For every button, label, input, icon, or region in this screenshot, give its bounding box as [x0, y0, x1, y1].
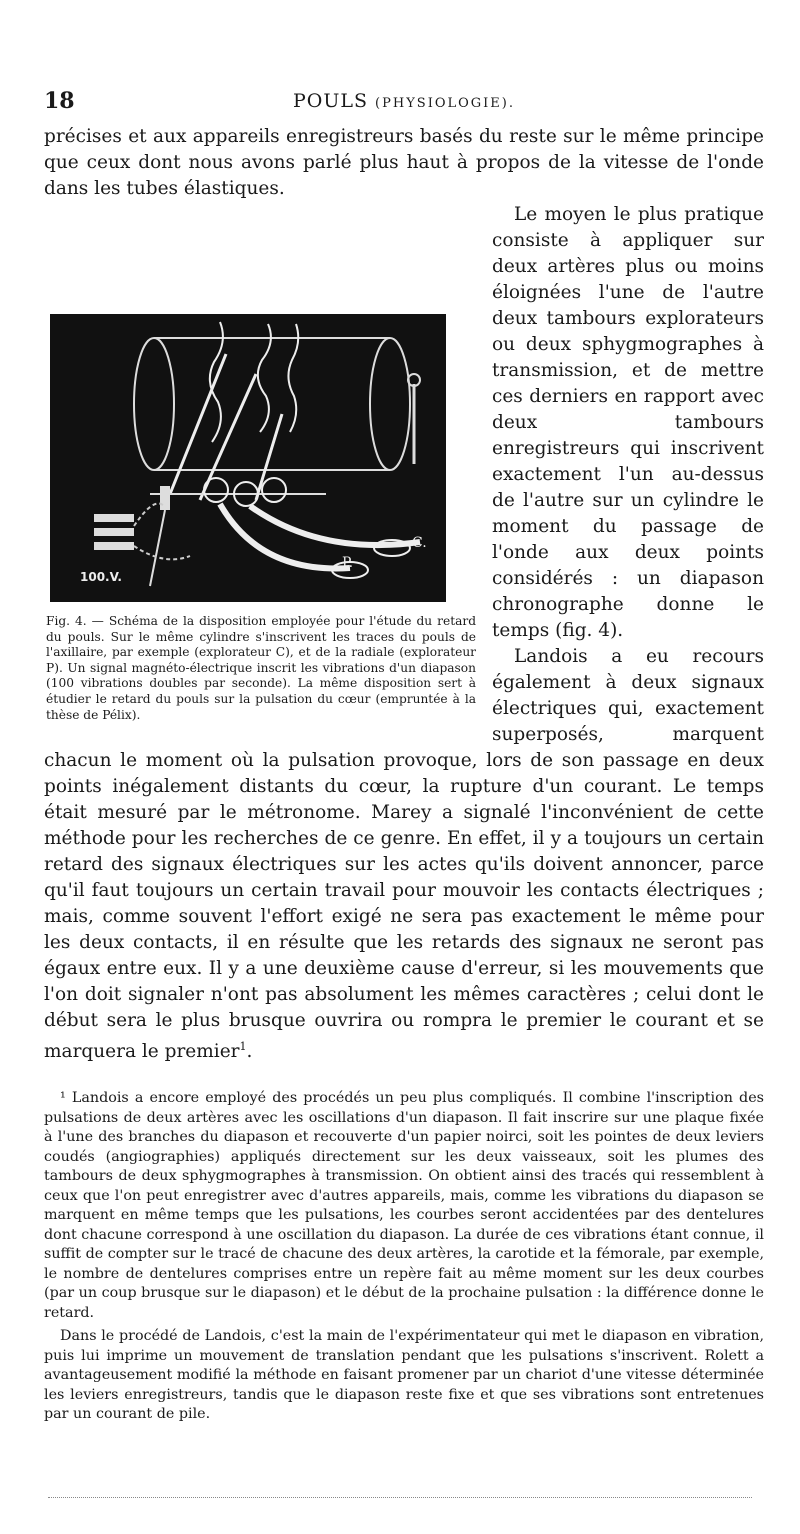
footnotes: [44, 1089, 764, 1425]
footnote-1: ¹ Landois a encore employé des procédés un peu plus compliqués. Il combine l'inscription des pulsations de deux artères avec les oscillations d'un diapason. Il fait inscrire sur une plaque fixée à l'une des branches du diapason et recouverte d'un papier noirci, soit les pointes de deux leviers coudés (angiographies) appliqués directement sur les deux vaisseaux, soit les plumes des tambours de deux sphygmographes à transmission. On obtient ainsi des tracés qui ressemblent à ceux que l'on peut enregistrer avec d'autres appareils, mais, comme les vibrations du diapason se marquent en même temps que les pulsations, les courbes seront accidentées par des dentelures dont chacune correspond à une oscillation du diapason. La durée de ces vibrations étant connue, il suffit de compter sur le tracé de chacune des deux artères, la carotide et la fémorale, par exemple, le nombre de dentelures comprises entre un repère fait au même moment sur les deux courbes (par un coup brusque sur le diapason) et le début de la prochaine pulsation : la différence donne le retard.: [44, 1090, 764, 1321]
apparatus-drawing: [50, 314, 446, 602]
voltage-label: 100.V.: [80, 570, 122, 584]
paragraph-1: précises et aux appareils enregistreurs basés du reste sur le même principe que ceux dont nous avons parlé plus haut à propos de la vitesse de l'onde dans les tubes élastiques.: [44, 126, 764, 199]
footnote-ref: 1: [239, 1040, 247, 1053]
bottom-rule: [48, 1497, 752, 1498]
paragraph-3: Landois a eu recours également à deux signaux électriques qui, exactement superposés, marquent chacun le moment où la pulsation provoque, lors de son passage en deux points inégalement distants du cœur, la rupture d'un courant. Le temps était mesuré par le métronome. Marey a signalé l'inconvénient de cette méthode pour les recherches de ce genre. En effet, il y a toujours un certain retard des signaux électriques sur les actes qu'ils doivent annoncer, parce qu'il faut toujours un certain travail pour mouvoir les contacts électriques ; mais, comme souvent l'effort exigé ne sera pas exactement le même pour les deux contacts, il en résulte que les retards des signaux ne seront pas égaux entre eux. Il y a une deuxième cause d'erreur, si les mouvements que l'on doit signaler n'ont pas absolument les mêmes caractères ; celui dont le début sera le plus brusque ouvrira ou rompra le premier le courant et se marquera le premier$^1$.: [44, 646, 764, 1063]
page: [44, 88, 764, 1425]
figure-4: [46, 314, 476, 723]
explorer-c-label: C.: [412, 535, 427, 551]
figure-illustration: [50, 314, 446, 602]
paragraph-3-text: Landois a eu recours également à deux signaux électriques qui, exactement superposés, marquent chacun le moment où la pulsation provoque, lors de son passage en deux points inégalement distants du cœur, la rupture d'un courant. Le temps était mesuré par le métronome. Marey a signalé l'inconvénient de cette méthode pour les recherches de ce genre. En effet, il y a toujours un certain retard des signaux électriques sur les actes qu'ils doivent annoncer, parce qu'il faut toujours un certain travail pour mouvoir les contacts électriques ; mais, comme souvent l'effort exigé ne sera pas exactement le même pour les deux contacts, il en résulte que les retards des signaux ne seront pas égaux entre eux. Il y a une deuxième cause d'erreur, si les mouvements que l'on doit signaler n'ont pas absolument les mêmes caractères ; celui dont le début sera le plus brusque ouvrira ou rompra le premier le courant et se marquera le premier: [44, 646, 764, 1063]
explorer-p-label: P.: [342, 555, 354, 571]
figure-caption: Fig. 4. — Schéma de la disposition employée pour l'étude du retard du pouls. Sur le même cylindre s'inscrivent les traces du pouls de l'axillaire, par exemple (explorateur C), et de la radiale (explorateur P). Un signal magnéto-électrique inscrit les vibrations d'un diapason (100 vibrations doubles par seconde). La même disposition sert à étudier le retard du pouls sur la pulsation du cœur (empruntée à la thèse de Pélix).: [46, 614, 476, 722]
paragraph-2-wrapper: [44, 202, 764, 1065]
running-title: [44, 90, 764, 112]
running-title-sub: (PHYSIOLOGIE).: [375, 96, 515, 111]
page-number: 18: [44, 88, 75, 114]
page-header: [44, 88, 764, 124]
paragraph-2: Le moyen le plus pratique consiste à appliquer sur deux artères plus ou moins éloignées l'une de l'autre deux tambours explorateurs ou deux sphygmographes à transmission, et de mettre ces derniers en rapport avec deux tambours enregistreurs qui inscrivent exactement l'un au-dessus de l'autre sur un cylindre le moment du passage de l'onde aux deux points considérés : un diapason chronographe donne le temps (fig. 4).: [492, 204, 764, 641]
footnote-2: Dans le procédé de Landois, c'est la main de l'expérimentateur qui met le diapason en vibration, puis lui imprime un mouvement de translation pendant que les pulsations s'inscrivent. Rolett a avantageusement modifié la méthode en faisant promener par un chariot d'une vitesse déterminée les leviers enregistreurs, tandis que le diapason reste fixe et que ses vibrations sont entretenues par un courant de pile.: [44, 1328, 764, 1423]
running-title-main: POULS: [292, 90, 368, 112]
